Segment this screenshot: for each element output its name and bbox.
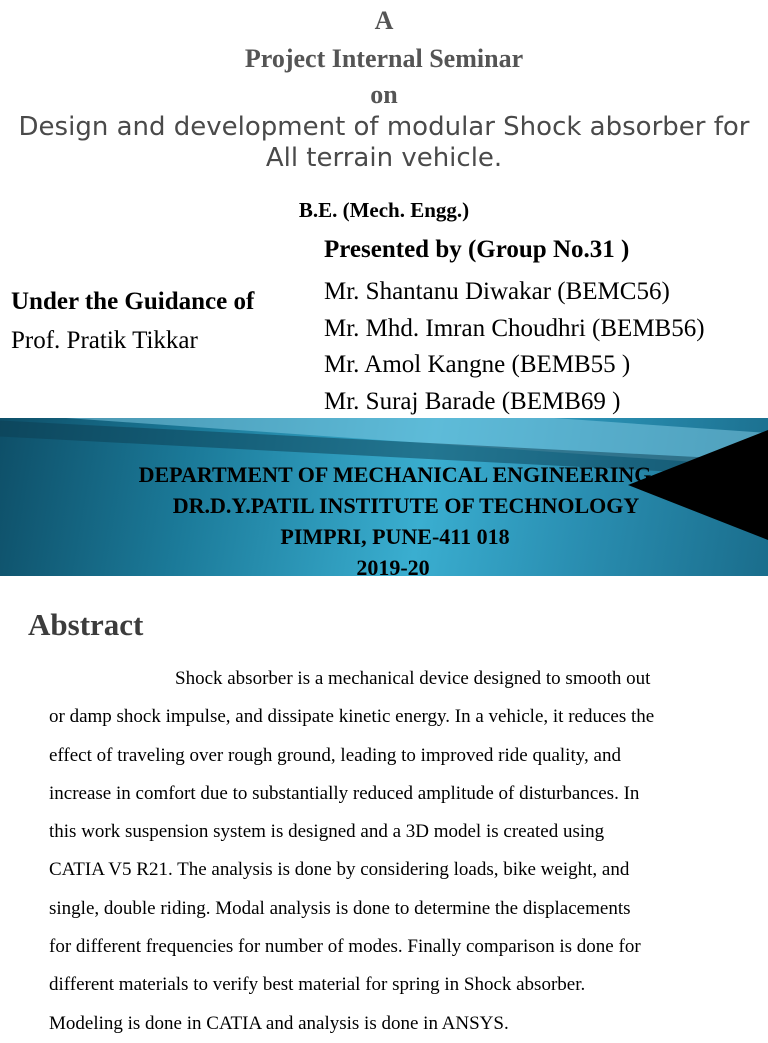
member-list: [324, 274, 705, 420]
department-name: DEPARTMENT OF MECHANICAL ENGINEERING: [138, 462, 652, 487]
presented-by-heading: Presented by (Group No.31 ): [324, 236, 630, 263]
abstract-line: single, double riding. Modal analysis is done to determine the displacements: [49, 897, 631, 919]
abstract-line: different materials to verify best material for spring in Shock absorber.: [49, 974, 586, 996]
project-topic: [0, 112, 768, 174]
abstract-line: effect of traveling over rough ground, leading to improved ride quality, and: [49, 744, 621, 766]
institute-name: DR.D.Y.PATIL INSTITUTE OF TECHNOLOGY: [172, 493, 640, 518]
topic-line-2: All terrain vehicle.: [265, 143, 503, 173]
abstract-line: CATIA V5 R21. The analysis is done by considering loads, bike weight, and: [49, 859, 630, 881]
abstract-heading: Abstract: [28, 607, 144, 642]
abstract-line: or damp shock impulse, and dissipate kinetic energy. In a vehicle, it reduces the: [49, 706, 655, 728]
abstract-text: [49, 660, 739, 1043]
degree-label: B.E. (Mech. Engg.): [298, 198, 470, 222]
member-item: Mr. Shantanu Diwakar (BEMC56): [324, 278, 670, 305]
institute-address: PIMPRI, PUNE-411 018: [280, 524, 510, 549]
abstract-line: for different frequencies for number of modes. Finally comparison is done for: [49, 936, 641, 958]
department-banner: [0, 418, 768, 576]
abstract-line: increase in comfort due to substantially reduced amplitude of disturbances. In: [49, 782, 640, 804]
title-line-on: on: [370, 80, 398, 109]
member-item: Mr. Mhd. Imran Choudhri (BEMB56): [324, 314, 705, 342]
academic-year: 2019-20: [356, 555, 430, 576]
abstract-line: this work suspension system is designed and a 3D model is created using: [49, 821, 605, 843]
guidance-label: Under the Guidance of: [11, 288, 255, 315]
seminar-title: Project Internal Seminar: [244, 44, 524, 73]
abstract-line: Shock absorber is a mechanical device designed to smooth out: [175, 668, 651, 689]
guide-name: Prof. Pratik Tikkar: [11, 327, 198, 354]
member-item: Mr. Amol Kangne (BEMB55 ): [324, 351, 631, 378]
title-line-a: A: [374, 6, 394, 35]
abstract-line: Modeling is done in CATIA and analysis is done in ANSYS.: [49, 1012, 509, 1034]
topic-line-1: Design and development of modular Shock absorber for: [18, 112, 750, 142]
member-item: Mr. Suraj Barade (BEMB69 ): [324, 387, 621, 415]
